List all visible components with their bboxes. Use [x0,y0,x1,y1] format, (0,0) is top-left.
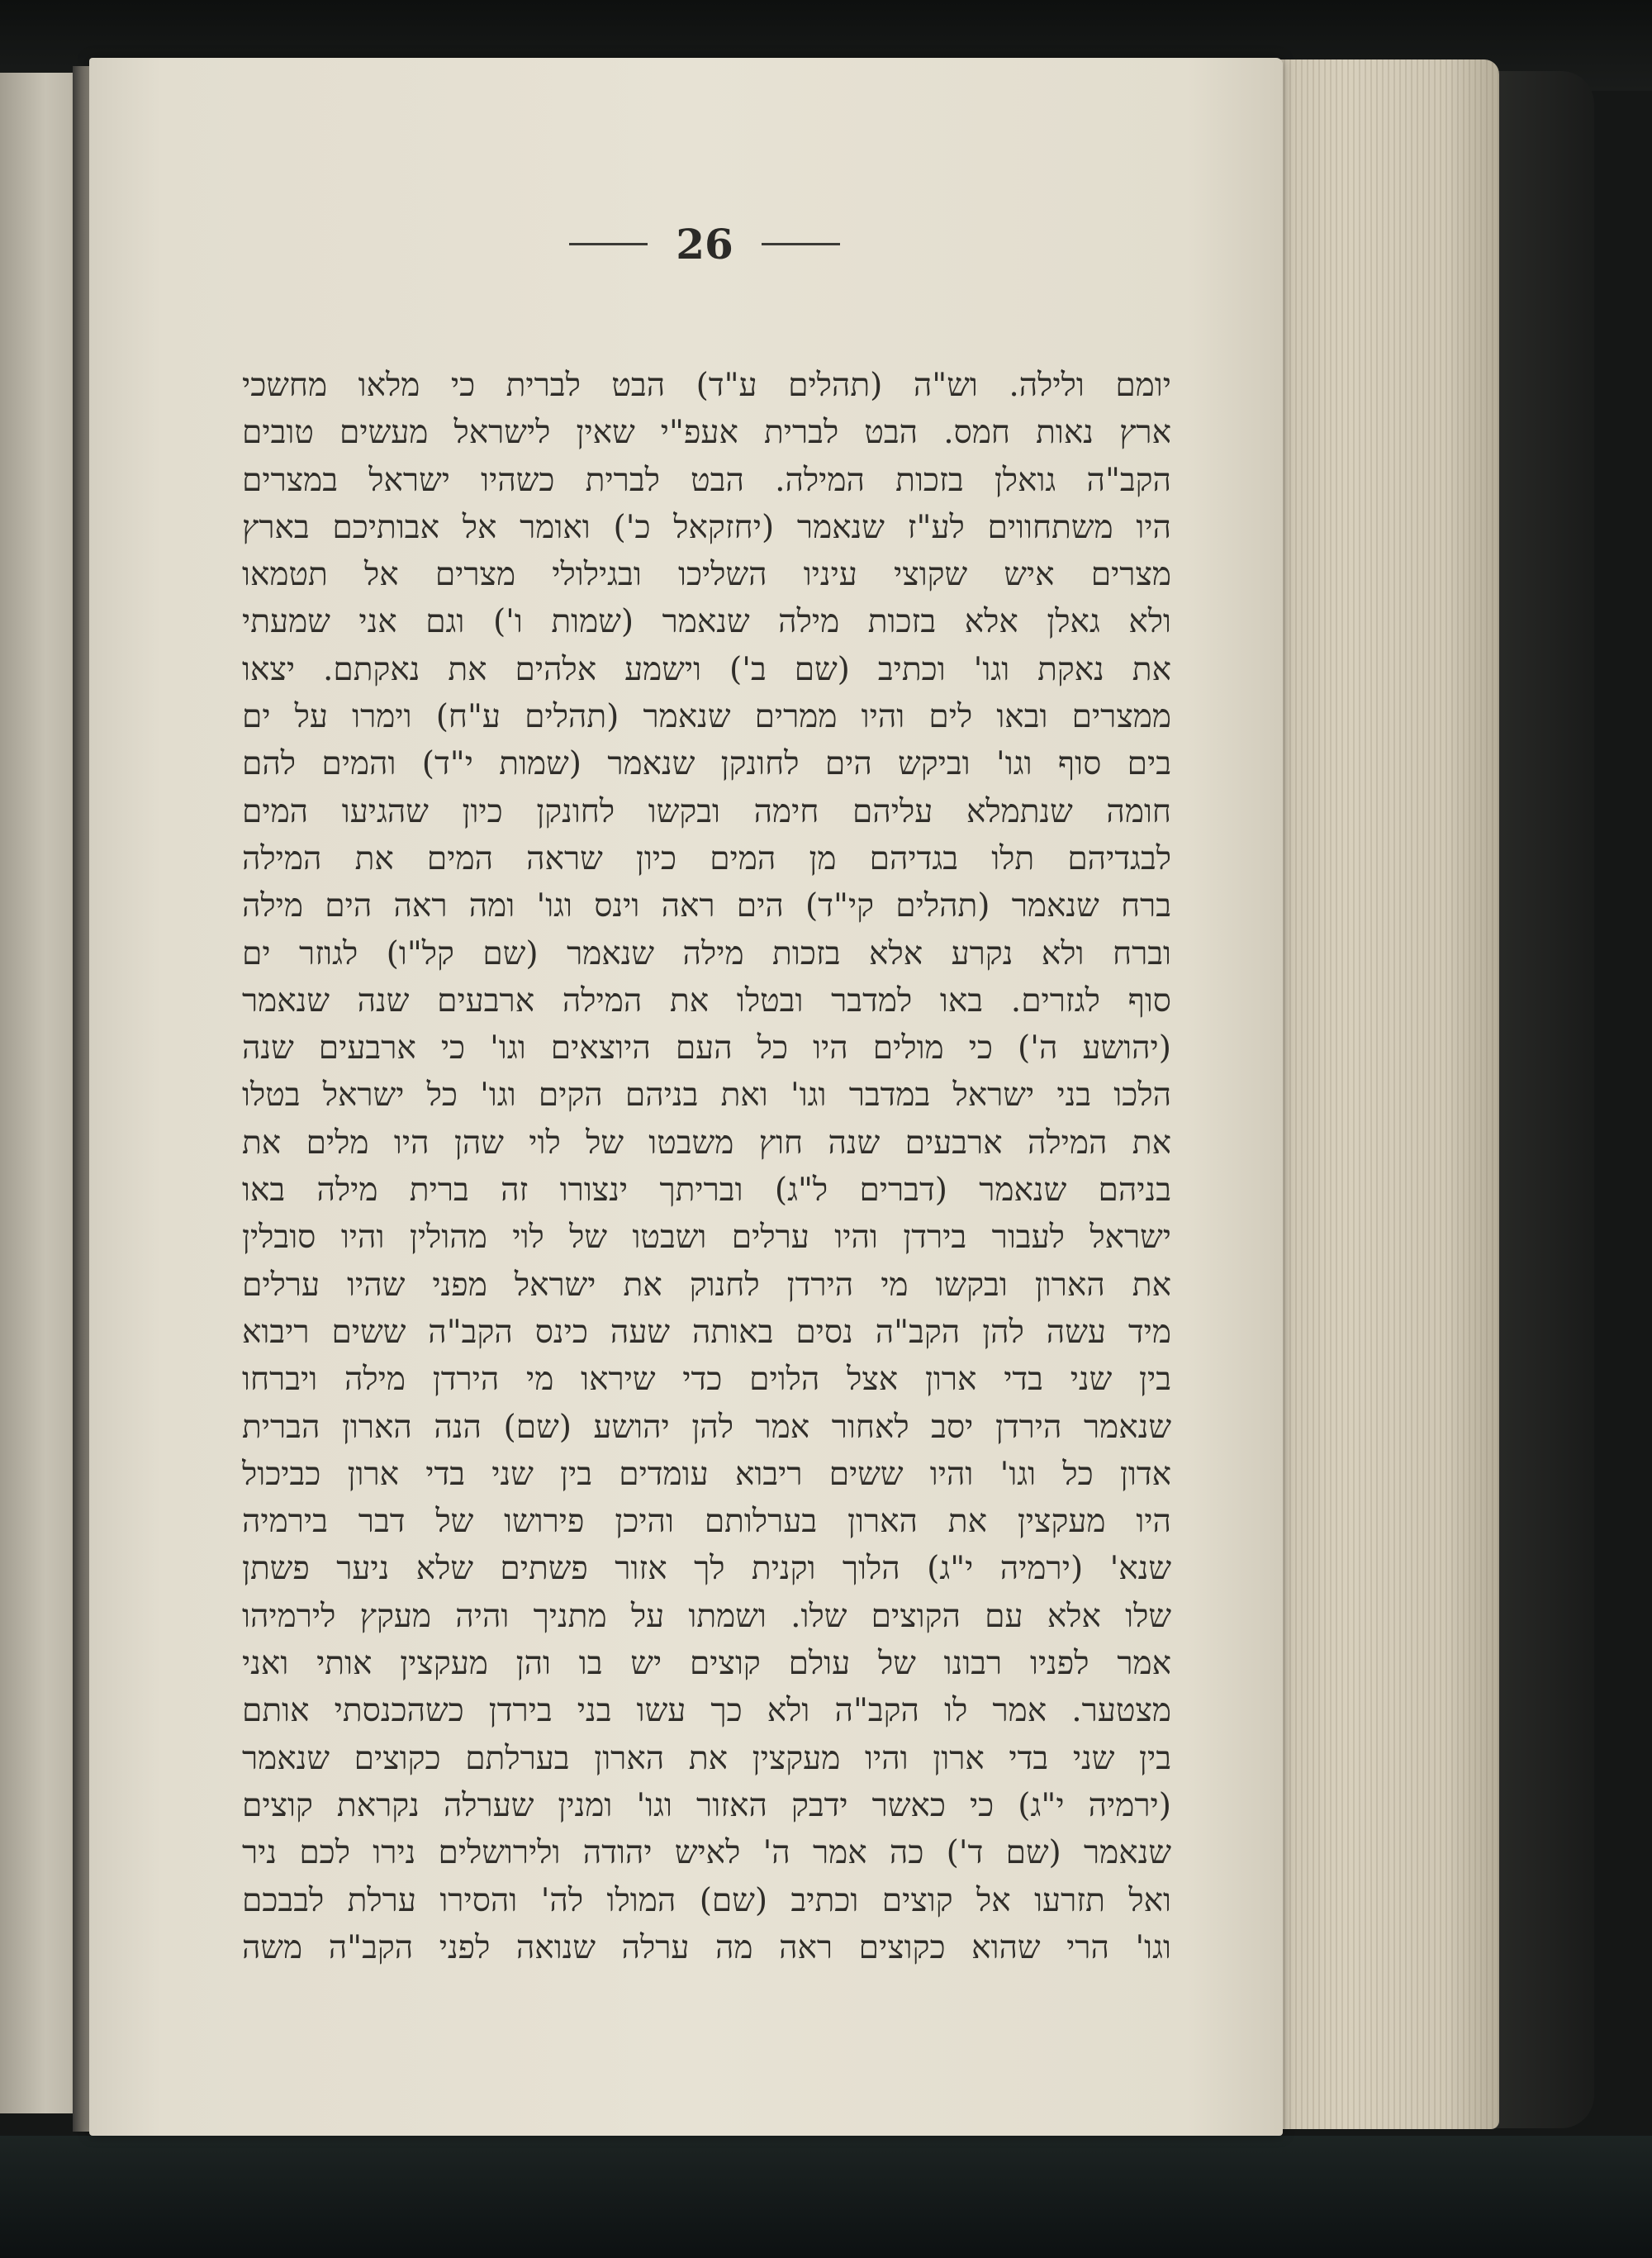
text-line: את נאקת וגו' וכתיב (שם ב') וישמע אלהים את נאקתם. יצאו [242,650,1171,688]
text-line: וגו' הרי שהוא כקוצים ראה מה ערלה שנואה לפני הקב"ה משה [242,1928,1171,1966]
text-line: מצטער. אמר לו הקב"ה ולא כך עשו בני בירדן כשהכנסתי אותם [242,1692,1171,1730]
text-line: ממצרים ובאו לים והיו ממרים שנאמר (תהלים ע"ח) וימרו על ים [242,698,1171,736]
text-line: בניהם שנאמר (דברים ל"ג) ובריתך ינצורו זה ברית מילה באו [242,1172,1171,1210]
text-line: בין שני בדי ארון אצל הלוים כדי שיראו מי הירדן מילה ויברחו [242,1361,1171,1399]
text-line: וברח ולא נקרע אלא בזכות מילה שנאמר (שם קל"ו) לגוזר ים [242,934,1171,972]
text-line: את הארון ובקשו מי הירדן לחנוק את ישראל מפני שהיו ערלים [242,1266,1171,1304]
text-line: שלו אלא עם הקוצים שלו. ושמתו על מתניך והיה מעקץ לירמיהו [242,1597,1171,1635]
dark-background-bottom [0,2136,1652,2258]
hebrew-text-block [242,362,1171,1971]
left-page-edge [0,73,83,2113]
text-line: ישראל לעבור בירדן והיו ערלים ושבטו של לוי מהולין והיו סובלין [242,1219,1171,1257]
text-line: מיד עשה להן הקב"ה נסים באותה שעה כינס הקב"ה ששים ריבוא [242,1313,1171,1351]
text-line: אמר לפניו רבונו של עולם קוצים יש בו והן מעקצין אותי ואני [242,1645,1171,1683]
text-line: יומם ולילה. וש"ה (תהלים ע"ד) הבט לברית כי מלאו מחשכי [242,367,1171,404]
text-line: אדון כל וגו' והיו ששים ריבוא עומדים בין שני בדי ארון כביכול [242,1455,1171,1493]
text-line: שנא' (ירמיה י"ג) הלוך וקנית לך אזור פשתים שלא ניער פשתן [242,1550,1171,1588]
text-line: חומה שנתמלא עליהם חימה ובקשו לחונקן כיון שהגיעו המים [242,792,1171,830]
text-line: ארץ נאות חמס. הבט לברית אעפ"י שאין לישראל מעשים טובים [242,414,1171,452]
text-line: לבגדיהם תלו בגדיהם מן המים כיון שראה המים את המילה [242,839,1171,877]
text-line: הקב"ה גואלן בזכות המילה. הבט לברית כשהיו ישראל במצרים [242,461,1171,499]
text-line: היו מעקצין את הארון בערלותם והיכן פירושו של דבר בירמיה [242,1503,1171,1541]
page-header [548,215,862,273]
text-line: סוף לגזרים. באו למדבר ובטלו את המילה ארבעים שנה שנאמר [242,982,1171,1020]
right-page [89,58,1283,2136]
header-rule-left [569,243,648,245]
page-number: 26 [676,219,733,269]
text-line: בין שני בדי ארון והיו מעקצין את הארון בערלתם כקוצים שנאמר [242,1739,1171,1777]
text-line: ואל תזרעו אל קוצים וכתיב (שם) המולו לה' והסירו ערלת לבבכם [242,1881,1171,1919]
text-line: שנאמר (שם ד') כה אמר ה' לאיש יהודה ולירושלים נירו לכם ניר [242,1834,1171,1872]
text-line: (ירמיה י"ג) כי כאשר ידבק האזור וגו' ומנין שערלה נקראת קוצים [242,1786,1171,1824]
text-line: ולא גאלן אלא בזכות מילה שנאמר (שמות ו') וגם אני שמעתי [242,603,1171,641]
header-rule-right [762,243,840,245]
text-line: הלכו בני ישראל במדבר וגו' ואת בניהם הקים וגו' כל ישראל בטלו [242,1077,1171,1115]
text-line: בים סוף וגו' וביקש הים לחונקן שנאמר (שמות י"ד) והמים להם [242,745,1171,783]
text-line: שנאמר הירדן יסב לאחור אמר להן יהושע (שם) הנה הארון הברית [242,1408,1171,1446]
text-line: (יהושע ה') כי מולים היו כל העם היוצאים וגו' כי ארבעים שנה [242,1029,1171,1067]
text-line: ברח שנאמר (תהלים קי"ד) הים ראה וינס וגו' ומה ראה הים מילה [242,887,1171,925]
text-line: היו משתחווים לע"ז שנאמר (יחזקאל כ') ואומר אל אבותיכם בארץ [242,508,1171,546]
text-line: את המילה ארבעים שנה חוץ משבטו של לוי שהן היו מלים את [242,1124,1171,1162]
text-line: מצרים איש שקוצי עיניו השליכו ובגילולי מצרים אל תטמאו [242,556,1171,594]
